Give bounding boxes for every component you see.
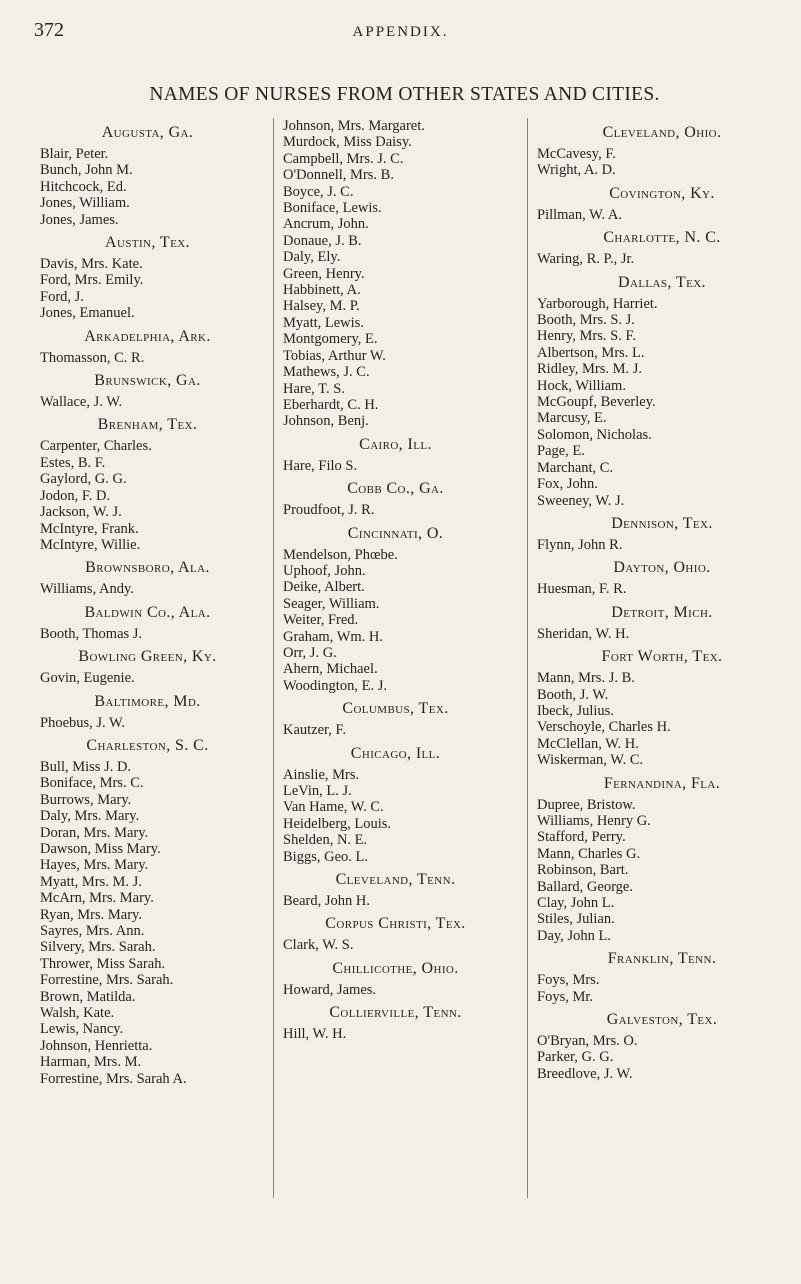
city-heading: Fernandina, Fla. [603,774,721,792]
column-divider [527,118,528,1198]
city-heading: Brownsboro, Ala. [85,559,210,577]
nurse-name: Forrestine, Mrs. Sarah A. [40,1070,187,1087]
nurse-name: Jones, Emanuel. [40,305,135,322]
city-section [40,328,255,366]
nurse-name: Lewis, Nancy. [40,1021,124,1038]
nurse-name: Dawson, Miss Mary. [40,840,161,857]
nurse-name: Ridley, Mrs. M. J. [537,361,642,378]
city-heading: Galveston, Tex. [606,1011,718,1029]
nurse-name: O'Bryan, Mrs. O. [537,1033,638,1050]
city-section [283,480,508,518]
nurse-name: Montgomery, E. [283,331,378,348]
nurse-name: Ford, Mrs. Emily. [40,272,144,289]
nurse-name: Pillman, W. A. [537,206,623,223]
nurse-name: Hitchcock, Ed. [40,178,127,195]
nurse-name: Shelden, N. E. [283,832,368,849]
nurse-name: McIntyre, Willie. [40,536,141,553]
nurse-name: O'Donnell, Mrs. B. [283,167,394,184]
city-section [40,693,255,731]
nurse-name: Booth, J. W. [537,686,609,703]
nurse-name: Burrows, Mary. [40,791,132,808]
city-section [40,604,255,642]
nurse-name: Eberhardt, C. H. [283,396,379,413]
nurse-name: Marchant, C. [537,459,614,476]
city-section [283,525,508,695]
nurse-name: McArn, Mrs. Mary. [40,890,154,907]
city-heading: Covington, Ky. [609,184,715,202]
nurse-name: Wiskerman, W. C. [537,752,644,769]
nurse-name: Hock, William. [537,377,626,394]
nurse-name: Govin, Eugenie. [40,670,135,687]
city-heading: Columbus, Tex. [342,700,449,718]
nurse-name: McClellan, W. H. [537,735,639,752]
nurse-name: Boniface, Mrs. C. [40,775,144,792]
city-heading: Baltimore, Md. [94,692,201,710]
nurse-name: Forrestine, Mrs. Sarah. [40,972,174,989]
nurse-name: Boyce, J. C. [283,183,354,200]
nurse-name: Jones, James. [40,211,119,228]
nurse-name: Ryan, Mrs. Mary. [40,906,142,923]
nurse-name: Yarborough, Harriet. [537,295,658,312]
nurse-name: Ballard, George. [537,878,633,895]
nurse-name: Halsey, M. P. [283,298,360,315]
city-section [537,229,787,267]
city-section [40,737,255,1087]
nurse-name: Sayres, Mrs. Ann. [40,923,145,939]
nurse-name: Gaylord, G. G. [40,471,127,488]
nurse-name: Foys, Mrs. [537,972,600,989]
nurse-name: Stiles, Julian. [537,911,615,928]
nurse-name: Verschoyle, Charles H. [537,719,671,736]
city-heading: Franklin, Tenn. [607,950,717,968]
city-section [40,559,255,597]
nurse-name: Ahern, Michael. [283,661,378,678]
city-section [283,436,508,474]
nurse-name: Ancrum, John. [283,216,369,233]
nurse-name: Daly, Mrs. Mary. [40,808,140,825]
city-section [537,604,787,642]
column-1 [40,118,255,1087]
nurse-name: Waring, R. P., Jr. [537,251,635,268]
nurse-name: Silvery, Mrs. Sarah. [40,939,156,956]
city-heading: Arkadelphia, Ark. [84,327,211,345]
city-section [40,372,255,410]
city-section [537,515,787,553]
city-heading: Cincinnati, O. [347,524,444,542]
nurse-name: Johnson, Benj. [283,413,369,430]
city-heading: Fort Worth, Tex. [601,648,723,666]
nurse-name: LeVin, L. J. [283,783,352,799]
nurse-name: Johnson, Mrs. Margaret. [283,118,425,134]
nurse-name: Day, John L. [537,927,611,944]
nurse-name: Tobias, Arthur W. [283,347,386,364]
city-heading: Chillicothe, Ohio. [332,959,459,977]
nurse-name: Jodon, F. D. [40,487,111,504]
nurse-name: Johnson, Henrietta. [40,1037,153,1054]
nurse-name: Carpenter, Charles. [40,438,152,455]
nurse-name: Clay, John L. [537,895,615,911]
city-heading: Corpus Christi, Tex. [325,915,466,933]
city-section [283,915,508,953]
city-section [40,234,255,322]
nurse-name: Ainslie, Mrs. [283,766,360,783]
nurse-name: Uphoof, John. [283,562,366,579]
nurse-name: Flynn, John R. [537,536,623,553]
nurse-name: Dupree, Bristow. [537,796,636,813]
nurse-name: Bull, Miss J. D. [40,758,132,775]
city-section [537,185,787,223]
nurse-name: Parker, G. G. [537,1049,614,1066]
nurse-name: Hayes, Mrs. Mary. [40,857,149,874]
city-heading: Dallas, Tex. [618,273,706,291]
nurse-name: Orr, J. G. [283,644,337,661]
nurse-name: Green, Henry. [283,265,365,282]
nurse-name: Ford, J. [40,288,84,305]
column-3 [537,118,787,1082]
nurse-name: Van Hame, W. C. [283,799,384,816]
nurse-name: Jackson, W. J. [40,504,122,521]
nurse-name: Biggs, Geo. L. [283,848,368,865]
nurse-name: Page, E. [537,443,585,460]
city-heading: Cairo, Ill. [359,435,432,453]
nurse-name: Harman, Mrs. M. [40,1054,142,1071]
city-heading: Cleveland, Tenn. [335,871,456,889]
nurse-name: Foys, Mr. [537,988,594,1005]
nurse-name: Heidelberg, Louis. [283,815,392,832]
nurse-name: Blair, Peter. [40,146,109,162]
nurse-name: Mann, Mrs. J. B. [537,670,635,687]
city-heading: Dennison, Tex. [611,514,713,532]
city-section [537,1011,787,1082]
city-section [40,648,255,686]
city-section [40,124,255,228]
column-divider [273,118,274,1198]
nurse-name: Stafford, Perry. [537,829,626,846]
nurse-name: Thrower, Miss Sarah. [40,955,166,972]
running-head: APPENDIX. [352,24,449,40]
city-heading: Baldwin Co., Ala. [84,603,211,621]
column-2 [283,118,508,1043]
city-heading: Brenham, Tex. [97,416,198,434]
nurse-name: Sweeney, W. J. [537,492,625,509]
city-heading: Charlotte, N. C. [603,229,721,247]
nurse-name: Mann, Charles G. [537,845,641,862]
nurse-name: Booth, Thomas J. [40,625,143,642]
nurse-name: Hill, W. H. [283,1026,347,1043]
nurse-name: Robinson, Bart. [537,862,629,879]
city-section [537,775,787,945]
city-section [283,118,508,430]
nurse-name: Seager, William. [283,595,380,612]
nurse-name: Mathews, J. C. [283,364,370,381]
nurse-name: Habbinett, A. [283,282,361,299]
nurse-name: Bunch, John M. [40,162,133,179]
nurse-name: Jones, William. [40,195,130,212]
nurse-name: Estes, B. F. [40,454,106,471]
city-heading: Detroit, Mich. [611,603,713,621]
nurse-name: Donaue, J. B. [283,232,362,249]
nurse-name: Hare, Filo S. [283,457,358,474]
city-section [537,559,787,597]
nurse-name: McCavesy, F. [537,146,616,162]
city-section [283,745,508,865]
city-heading: Austin, Tex. [105,234,190,252]
nurse-name: McIntyre, Frank. [40,520,139,537]
nurse-name: Woodington, E. J. [283,677,387,694]
city-heading: Cobb Co., Ga. [347,480,444,498]
nurse-name: Walsh, Kate. [40,1005,115,1022]
nurse-name: Booth, Mrs. S. J. [537,312,635,329]
nurse-name: Graham, Wm. H. [283,628,383,645]
nurse-name: Deike, Albert. [283,579,365,596]
city-section [283,960,508,998]
city-section [537,274,787,509]
city-section [283,1004,508,1042]
nurse-name: Clark, W. S. [283,937,354,954]
nurse-name: Proudfoot, J. R. [283,502,375,519]
city-heading: Cleveland, Ohio. [602,124,722,141]
nurse-name: Murdock, Miss Daisy. [283,134,412,151]
nurse-name: Davis, Mrs. Kate. [40,256,143,273]
city-heading: Dayton, Ohio. [613,559,711,577]
nurse-name: Kautzer, F. [283,722,347,739]
page-title: NAMES OF NURSES FROM OTHER STATES AND CITIES. [149,84,660,105]
nurse-name: Mendelson, Phœbe. [283,546,398,563]
nurse-name: Williams, Henry G. [537,812,651,829]
city-section [537,950,787,1005]
nurse-name: Brown, Matilda. [40,988,136,1005]
nurse-name: Breedlove, J. W. [537,1065,633,1082]
page-number: 372 [34,19,64,41]
nurse-name: Weiter, Fred. [283,612,359,629]
nurse-name: Boniface, Lewis. [283,200,382,217]
city-section [283,700,508,738]
nurse-name: Huesman, F. R. [537,581,627,598]
city-heading: Bowling Green, Ky. [78,648,217,666]
city-section [537,124,787,179]
city-heading: Collierville, Tenn. [329,1004,462,1022]
city-heading: Chicago, Ill. [350,744,441,762]
nurse-name: Sheridan, W. H. [537,625,630,642]
nurse-name: Henry, Mrs. S. F. [537,328,637,345]
nurse-name: Fox, John. [537,476,598,493]
nurse-name: Beard, John H. [283,893,370,910]
city-heading: Augusta, Ga. [101,124,194,141]
nurse-name: Howard, James. [283,981,377,998]
nurse-name: Campbell, Mrs. J. C. [283,150,404,167]
nurse-name: Thomasson, C. R. [40,349,145,366]
nurse-name: Daly, Ely. [283,249,341,266]
nurse-name: Hare, T. S. [283,380,345,397]
nurse-name: Myatt, Lewis. [283,314,364,331]
city-section [283,871,508,909]
nurse-name: Wallace, J. W. [40,394,123,411]
nurse-name: Myatt, Mrs. M. J. [40,873,142,890]
nurse-name: Ibeck, Julius. [537,702,614,719]
city-heading: Brunswick, Ga. [94,372,201,390]
city-heading: Charleston, S. C. [86,736,209,754]
nurse-name: Wright, A. D. [537,162,616,179]
nurse-name: Solomon, Nicholas. [537,426,652,443]
nurse-name: Albertson, Mrs. L. [537,344,645,361]
nurse-name: Marcusy, E. [537,410,607,427]
nurse-name: McGoupf, Beverley. [537,394,656,411]
nurse-name: Phoebus, J. W. [40,714,126,731]
nurse-name: Williams, Andy. [40,581,134,598]
city-section [537,648,787,768]
nurse-name: Doran, Mrs. Mary. [40,824,149,841]
city-section [40,416,255,553]
